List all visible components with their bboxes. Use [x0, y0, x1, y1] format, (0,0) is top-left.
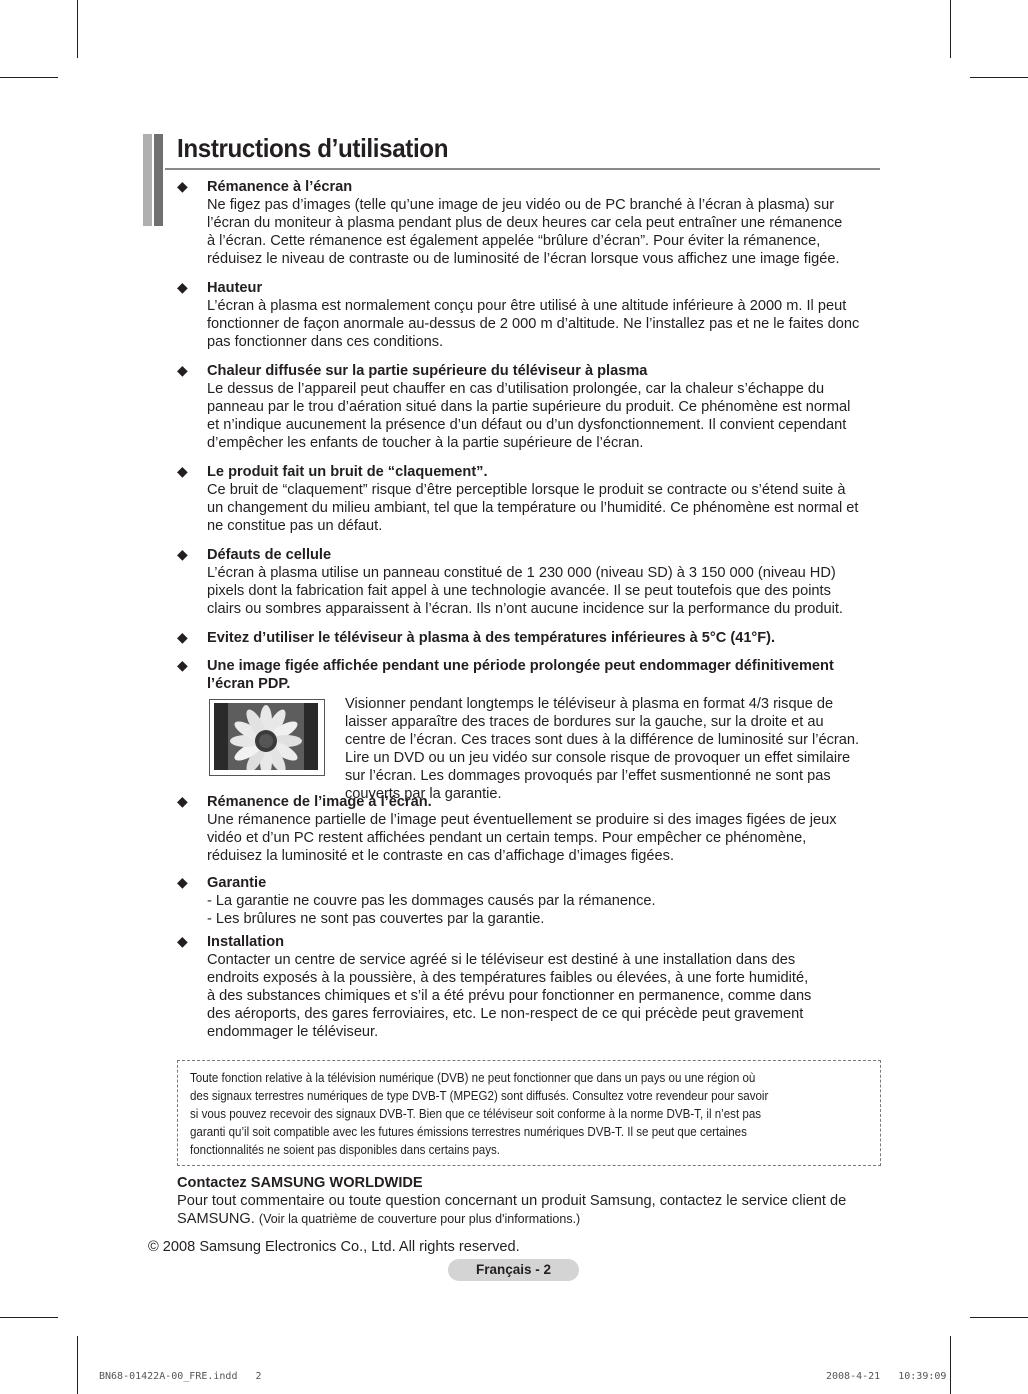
crop-mark — [970, 1317, 1028, 1318]
crop-mark — [970, 77, 1028, 78]
notice-line: Toute fonction relative à la télévision numérique (DVB) ne peut fonctionner que dans un pays ou une région où — [190, 1070, 756, 1085]
item-line: Contacter un centre de service agréé si le téléviseur est destiné à une installation dans des — [207, 952, 796, 968]
item-line: un changement du milieu ambiant, tel que la température ou l’humidité. Ce phénomène est normal et — [207, 500, 859, 516]
item-line: L’écran à plasma utilise un panneau constitué de 1 230 000 (niveau SD) à 3 150 000 (niveau HD) — [207, 565, 836, 581]
item-line: Une rémanence partielle de l’image peut éventuellement se produire si des images figées de jeux — [207, 812, 837, 828]
item-line: endroits exposés à la poussière, à des températures faibles ou élevées, à une forte humidité, — [207, 970, 809, 986]
contact-note: (Voir la quatrième de couverture pour plus d'informations.) — [258, 1212, 581, 1226]
crop-mark — [950, 0, 951, 58]
notice-line: si vous pouvez recevoir des signaux DVB-T. Bien que ce téléviseur soit conforme à la norme DVB-T, il n’est pas — [190, 1106, 762, 1121]
diamond-bullet-icon: ◆ — [177, 463, 188, 479]
pdp-description — [345, 695, 885, 803]
list-item — [177, 362, 882, 452]
notice-line: garanti qu’il soit compatible avec les futures émissions terrestres numériques DVB-T. Il se peut que certaines — [190, 1124, 747, 1139]
item-line: réduisez la luminosité et le contraste en cas d’affichage d’images figées. — [207, 848, 674, 864]
item-line: sur l’écran. Les dommages provoqués par l’effet susmentionné ne sont pas — [345, 768, 831, 784]
list-item — [177, 279, 882, 351]
list-item — [177, 793, 882, 865]
crop-mark — [77, 0, 78, 58]
list-item — [177, 463, 882, 535]
item-title: Rémanence à l’écran — [207, 179, 353, 195]
item-title — [207, 657, 882, 693]
item-line: l’écran du moniteur à plasma pendant plus de deux heures car cela peut entraîner une rémanence — [207, 215, 843, 231]
item-line: des aéroports, des gares ferroviaires, etc. Le non-respect de ce qui précède peut gravement — [207, 1006, 804, 1022]
crop-mark — [0, 1317, 58, 1318]
diamond-bullet-icon: ◆ — [177, 793, 188, 809]
diamond-bullet-icon: ◆ — [177, 546, 188, 562]
list-item — [177, 874, 882, 928]
item-line: laisser apparaître des traces de bordures sur la gauche, sur la droite et au — [345, 714, 824, 730]
contact-line: Pour tout commentaire ou toute question concernant un produit Samsung, contactez le service client de — [177, 1193, 847, 1209]
diamond-bullet-icon: ◆ — [177, 279, 188, 295]
diamond-bullet-icon: ◆ — [177, 657, 188, 673]
item-line: Ne figez pas d’images (telle qu’une image de jeu vidéo ou de PC branché à l’écran à plasma) sur — [207, 197, 835, 213]
diamond-bullet-icon: ◆ — [177, 874, 188, 890]
item-line: couverts par la garantie. — [345, 786, 502, 802]
item-line: - La garantie ne couvre pas les dommages causés par la rémanence. — [207, 893, 656, 909]
item-line: ne constitue pas un défaut. — [207, 518, 383, 534]
contact-line — [177, 1210, 882, 1228]
item-line: fonctionner de façon anormale au-dessus de 2 000 m d’altitude. Ne l’installez pas et ne le faites donc — [207, 316, 860, 332]
item-line: panneau par le trou d’aération situé dans la partie supérieure du produit. Ce phénomène est normal — [207, 399, 851, 415]
notice-line: des signaux terrestres numériques de type DVB-T (MPEG2) sont diffusés. Consultez votre revendeur pour savoir — [190, 1088, 769, 1103]
item-line: Lire un DVD ou un jeu vidéo sur console risque de provoquer un effet similaire — [345, 750, 851, 766]
item-title: Evitez d’utiliser le téléviseur à plasma à des températures inférieures à 5°C (41°F). — [207, 630, 776, 646]
item-line: à l’écran. Cette rémanence est également appelée “brûlure d’écran”. Pour éviter la rémanence, — [207, 233, 821, 249]
item-line: pixels dont la fabrication fait appel à une technologie avancée. Il se peut toutefois que des points — [207, 583, 831, 599]
list-item — [177, 178, 882, 268]
item-line: - Les brûlures ne sont pas couvertes par la garantie. — [207, 911, 545, 927]
diamond-bullet-icon: ◆ — [177, 362, 188, 378]
print-slug-file: BN68-01422A-00_FRE.indd 2 — [99, 1371, 262, 1382]
item-title: Le produit fait un bruit de “claquement”. — [207, 464, 488, 480]
item-line: L’écran à plasma est normalement conçu pour être utilisé à une altitude inférieure à 2000 m. Il peut — [207, 298, 847, 314]
contact-samsung: SAMSUNG. — [177, 1211, 255, 1227]
item-line: endommager le téléviseur. — [207, 1024, 379, 1040]
crop-mark — [77, 1336, 78, 1394]
item-title: Installation — [207, 934, 285, 950]
copyright: © 2008 Samsung Electronics Co., Ltd. All rights reserved. — [148, 1239, 520, 1255]
crop-mark — [0, 77, 58, 78]
item-line: Visionner pendant longtemps le téléviseur à plasma en format 4/3 risque de — [345, 696, 834, 712]
tv-screen-image — [209, 699, 325, 776]
notice-text — [190, 1069, 872, 1159]
item-title-line: l’écran PDP. — [207, 676, 291, 692]
notice-line: fonctionnalités ne soient pas disponibles dans certains pays. — [190, 1142, 501, 1157]
item-title: Rémanence de l’image à l’écran. — [207, 794, 432, 810]
diamond-bullet-icon: ◆ — [177, 933, 188, 949]
list-item — [177, 629, 882, 647]
title-rule — [165, 168, 880, 170]
list-item — [177, 546, 882, 618]
item-line: d’empêcher les enfants de toucher à la partie supérieure de l’écran. — [207, 435, 644, 451]
diamond-bullet-icon: ◆ — [177, 629, 188, 645]
item-line: Le dessus de l’appareil peut chauffer en cas d’utilisation prolongée, car la chaleur s’échappe du — [207, 381, 825, 397]
item-line: et n’indique aucunement la présence d’un défaut ou d’un dysfonctionnement. Il convient cependant — [207, 417, 847, 433]
item-title: Garantie — [207, 875, 267, 891]
contact-section — [177, 1174, 882, 1228]
item-line: à des substances chimiques et s’il a été prévu pour fonctionner en permanence, comme dans — [207, 988, 812, 1004]
contact-title: Contactez SAMSUNG WORLDWIDE — [177, 1175, 423, 1191]
item-line: clairs ou sombres apparaissent à l’écran. Ils n’ont aucune incidence sur la performance du produit. — [207, 601, 843, 617]
item-line: pas fonctionner dans ces conditions. — [207, 334, 444, 350]
item-line: centre de l’écran. Ces traces sont dues à la différence de luminosité sur l’écran. — [345, 732, 860, 748]
dvb-notice-box — [177, 1060, 881, 1166]
item-line: vidéo et d’un PC restent affichées pendant un certain temps. Pour empêcher ce phénomène, — [207, 830, 807, 846]
item-line: Ce bruit de “claquement” risque d’être perceptible lorsque le produit se contracte ou s’étend suite à — [207, 482, 846, 498]
item-line: réduisez le niveau de contraste ou de luminosité de l’écran lorsque vous affichez une image figée. — [207, 251, 840, 267]
page-number-badge: Français - 2 — [448, 1259, 579, 1281]
crop-mark — [950, 1336, 951, 1394]
print-slug-date: 2008-4-21 10:39:09 — [826, 1371, 947, 1382]
list-item — [177, 933, 882, 1041]
diamond-bullet-icon: ◆ — [177, 178, 188, 194]
item-title-line: Une image figée affichée pendant une période prolongée peut endommager définitivement — [207, 658, 834, 674]
page-title: Instructions d’utilisation — [177, 133, 449, 163]
item-title: Hauteur — [207, 280, 263, 296]
item-title: Défauts de cellule — [207, 547, 332, 563]
instructions-list — [177, 178, 882, 1052]
sunflower-icon — [214, 703, 318, 770]
item-title: Chaleur diffusée sur la partie supérieure du téléviseur à plasma — [207, 363, 648, 379]
title-accent-bars — [143, 134, 165, 226]
